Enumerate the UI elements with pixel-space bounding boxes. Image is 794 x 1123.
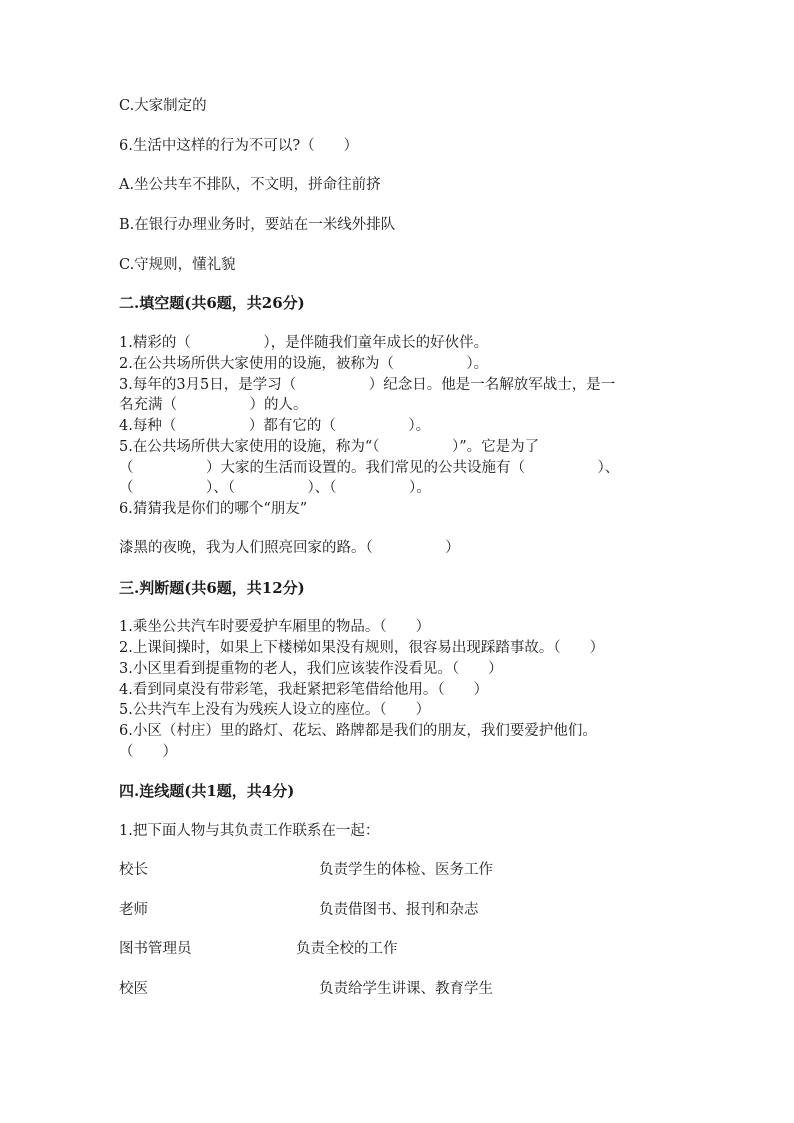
- option-b-q6: B.在银行办理业务时，要站在一米线外排队: [119, 217, 396, 233]
- option-c-q6: C.守规则，懂礼貌: [119, 257, 236, 273]
- matching-left-item: 校医: [119, 981, 148, 997]
- matching-stem: 1.把下面人物与其负责工作联系在一起：: [119, 823, 380, 839]
- matching-right-item: 负责给学生讲课、教育学生: [319, 981, 493, 997]
- riddle-line: 漆黑的夜晚，我为人们照亮回家的路。（ ）: [119, 540, 460, 556]
- matching-right-item: 负责借图书、报刊和杂志: [319, 902, 479, 918]
- section-heading-matching: 四.连线题(共1题，共4分): [119, 782, 295, 800]
- fill-blank-line: 2.在公共场所供大家使用的设施，被称为（ ）。: [119, 356, 489, 372]
- section-heading-judgement: 三.判断题(共6题，共12分): [119, 579, 305, 597]
- fill-blank-line: 1.精彩的（ ），是伴随我们童年成长的好伙伴。: [119, 335, 489, 351]
- matching-left-item: 图书管理员: [119, 941, 192, 957]
- fill-blank-line: （ ）大家的生活而设置的。我们常见的公共设施有（ ）、: [119, 460, 620, 476]
- option-a-q6: A.坐公共车不排队，不文明，拼命往前挤: [119, 177, 381, 193]
- judgement-line: 6.小区（村庄）里的路灯、花坛、路牌都是我们的朋友，我们要爱护他们。: [119, 723, 597, 739]
- fill-blank-line: （ ）、（ ）、（ ）。: [119, 480, 431, 496]
- matching-right-item: 负责学生的体检、医务工作: [319, 862, 493, 878]
- option-c-q5: C.大家制定的: [119, 98, 207, 114]
- question-6-stem: 6.生活中这样的行为不可以?（ ）: [119, 138, 359, 154]
- judgement-line: 1.乘坐公共汽车时要爱护车厢里的物品。（ ）: [119, 619, 431, 635]
- judgement-line: 4.看到同桌没有带彩笔，我赶紧把彩笔借给他用。（ ）: [119, 682, 489, 698]
- judgement-line: 5.公共汽车上没有为残疾人设立的座位。（ ）: [119, 702, 431, 718]
- fill-blank-line: 6.猜猜我是你们的哪个“朋友”: [119, 501, 308, 517]
- judgement-line: 3.小区里看到提重物的老人，我们应该装作没看见。（ ）: [119, 661, 503, 677]
- fill-blank-line: 4.每种（ ）都有它的（ ）。: [119, 418, 431, 434]
- judgement-line: 2.上课间操时，如果上下楼梯如果没有规则，很容易出现踩踏事故。（ ）: [119, 640, 605, 656]
- section-heading-fill-blank: 二.填空题(共6题，共26分): [119, 294, 305, 312]
- matching-right-item: 负责全校的工作: [296, 941, 398, 957]
- judgement-line: （ ）: [119, 744, 177, 760]
- matching-left-item: 老师: [119, 902, 148, 918]
- fill-blank-line: 名充满（ ）的人。: [119, 397, 308, 413]
- fill-blank-line: 3.每年的3月5日，是学习（ ）纪念日。他是一名解放军战士，是一: [119, 377, 616, 393]
- fill-blank-line: 5.在公共场所供大家使用的设施，称为“（ ）”。它是为了: [119, 439, 540, 455]
- matching-left-item: 校长: [119, 862, 148, 878]
